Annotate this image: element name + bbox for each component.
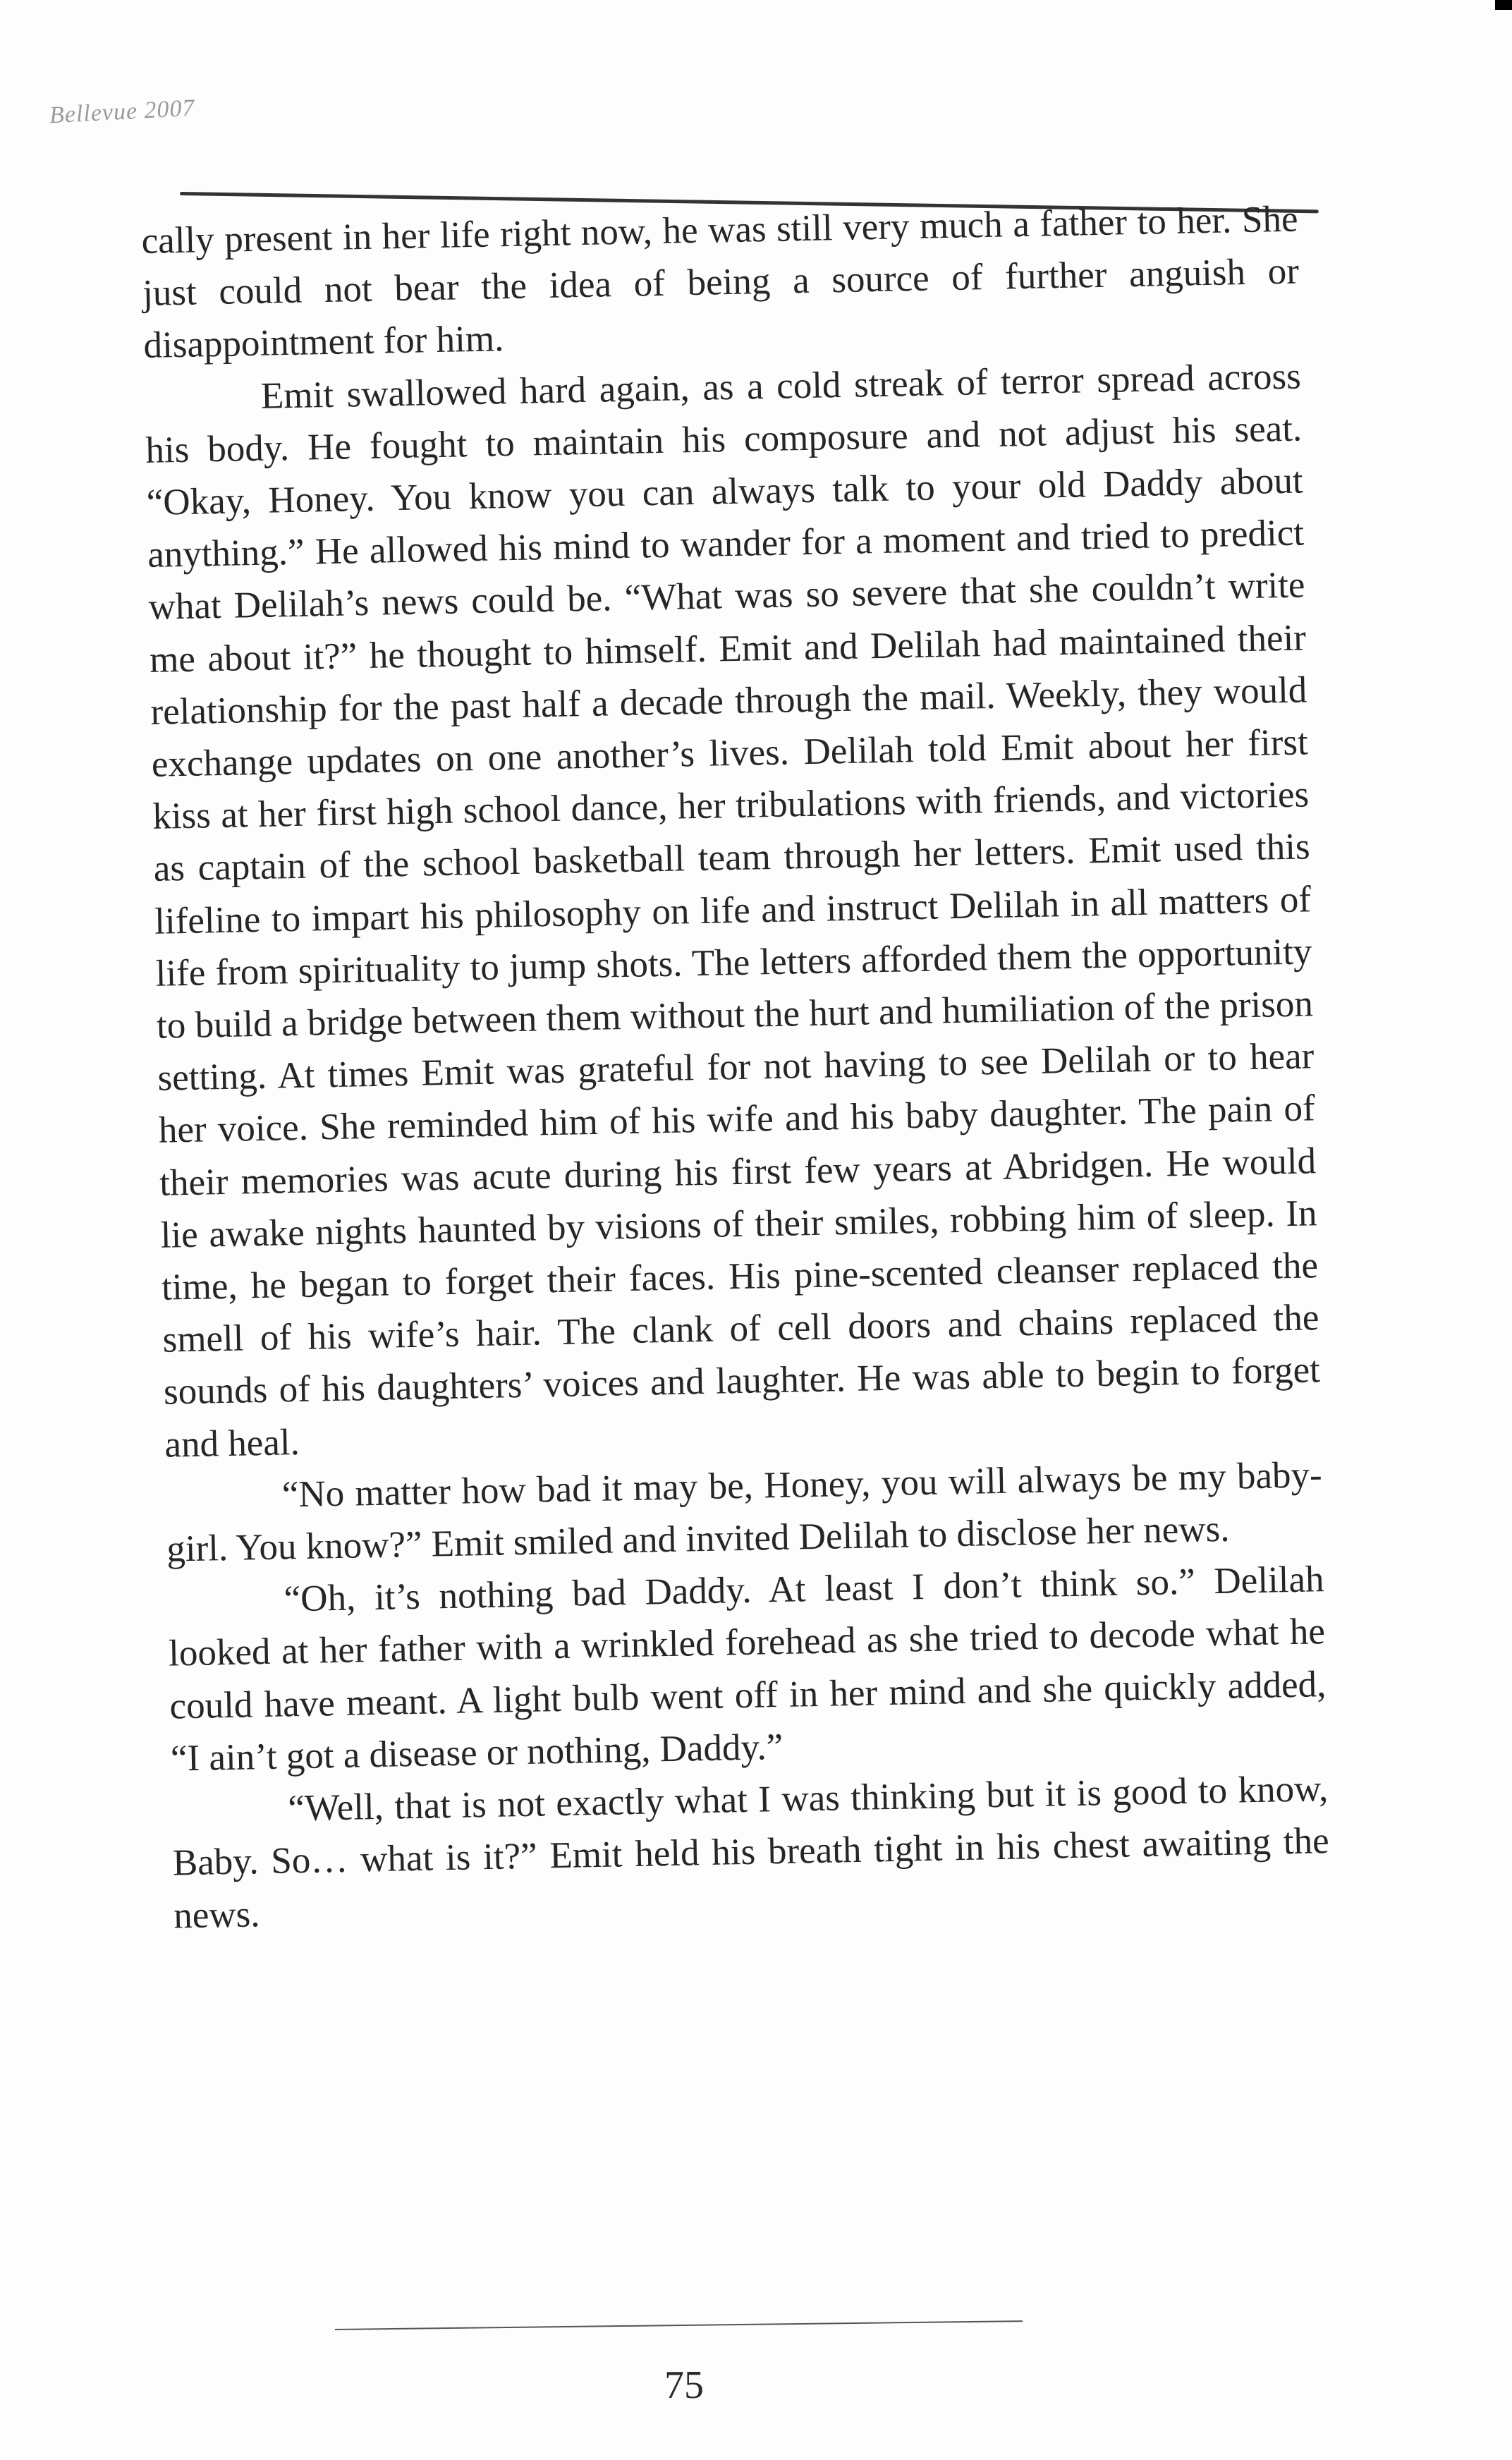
paragraph: “Oh, it’s nothing bad Daddy. At least I don’t think so.” Delilah looked at her father with a wrinkled forehead as she tried to decode what he could have meant. A light bulb went off in her mind and she quickly added, “I ain’t got a disease or nothing, Daddy.” — [168, 1559, 1327, 1779]
running-head: Bellevue 2007 — [49, 95, 196, 129]
page-number: 75 — [664, 2363, 704, 2407]
body-text — [141, 193, 1331, 1942]
scan-edge-mark — [1495, 0, 1512, 10]
paragraph: “No matter how bad it may be, Honey, you will always be my baby-girl. You know?” Emit smiled and invited Delilah to disclose her news. — [166, 1454, 1323, 1570]
paragraph: “Well, that is not exactly what I was thinking but it is good to know, Baby. So… what is it?” Emit held his breath tight in his chest awaiting the news. — [172, 1768, 1330, 1937]
paragraph-continuation: cally present in her life right now, he was still very much a father to her. She just could not bear the idea of being a source of further anguish or disappointment for him. — [141, 198, 1300, 367]
paragraph: Emit swallowed hard again, as a cold streak of terror spread across his body. He fought to maintain his composure and not adjust his seat. “Okay, Honey. You know you can always talk to your old Daddy about anything.” He allowed his mind to wander for a moment and tried to predict what Delilah’s news could be. “What was so severe that she couldn’t write me about it?” he thought to himself. Emit and Delilah had maintained their relationship for the past half a decade through the mail. Weekly, they would exchange updates on one another’s lives. Delilah told Emit about her first kiss at her first high school dance, her tribulations with friends, and victories as captain of the school basketball team through her letters. Emit used this lifeline to impart his philosophy on life and instruct Delilah in all matters of life from spirituality to jump shots. The letters afforded them the opportunity to build a bridge between them without the hurt and humiliation of the prison setting. At times Emit was grateful for not having to see Delilah or to hear her voice. She reminded him of his wife and his baby daughter. The pain of their memories was acute during his first few years at Abridgen. He would lie awake nights haunted by visions of their smiles, robbing him of sleep. In time, he began to forget their faces. His pine-scented cleanser replaced the smell of his wife’s hair. The clank of cell doors and chains replaced the sounds of his daughters’ voices and laughter. He was able to begin to forget and heal. — [145, 355, 1321, 1466]
bottom-rule — [335, 2320, 1023, 2330]
